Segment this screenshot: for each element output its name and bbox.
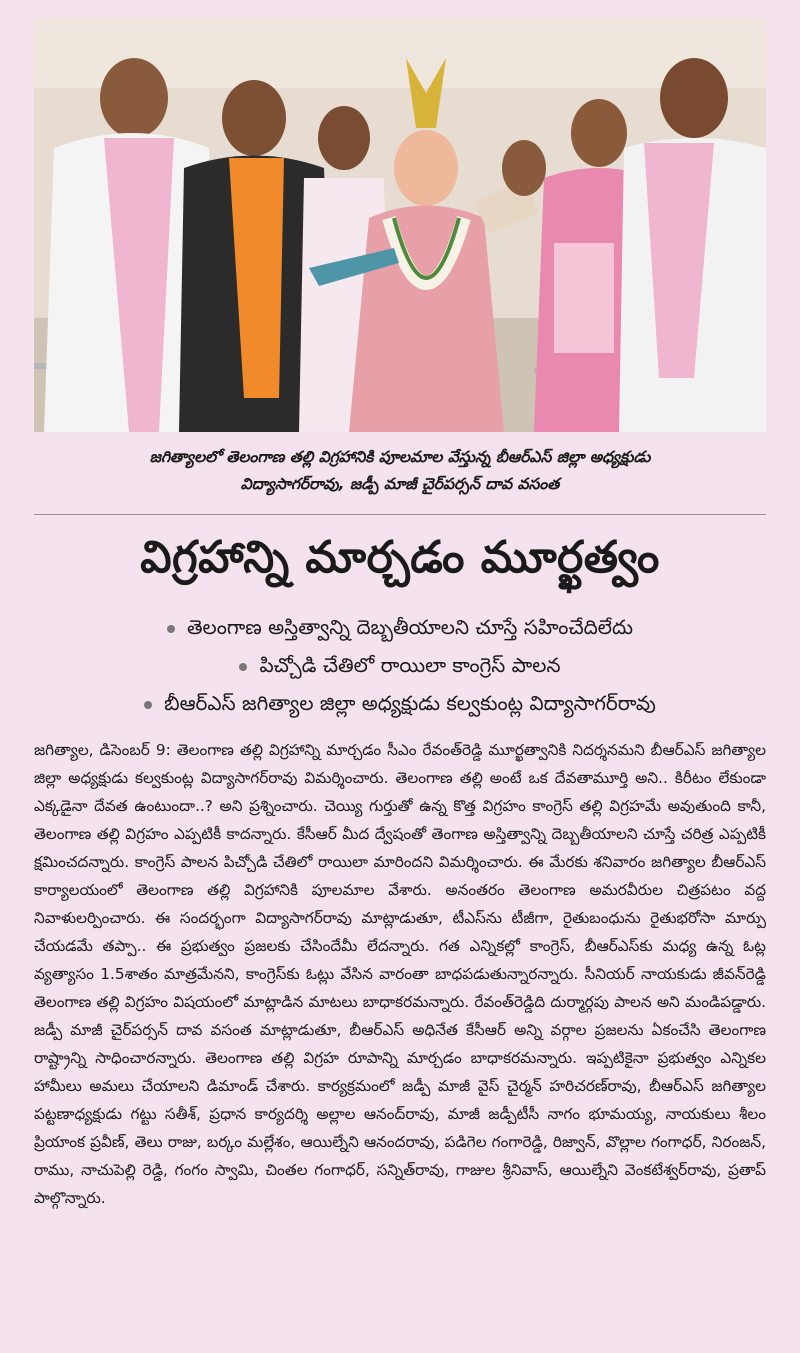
headline: విగ్రహాన్ని మార్చడం మూర్ఖత్వం xyxy=(140,532,660,583)
caption-line-2: విద్యాసాగర్‌రావు, జడ్పీ మాజీ చైర్‌పర్సన్ దావ వసంత xyxy=(240,475,560,493)
photo-caption xyxy=(40,444,760,498)
article-body: జగిత్యాల, డిసెంబర్ 9: తెలంగాణ తల్లి విగ్రహాన్ని మార్చడం సీఎం రేవంత్‌రెడ్డి మూర్ఖత్వానికి నిదర్శనమని బీఆర్ఎస్ జగిత్యాల జిల్లా అధ్యక్షుడు కల్వకుంట్ల విద్యాసాగర్‌రావు విమర్శించారు. తెలంగాణ తల్లి అంటే ఒక దేవతామూర్తి అని.. కిరీటం లేకుండా ఎక్కడైనా దేవత ఉంటుందా..? అని ప్రశ్నించారు. చెయ్యి గుర్తుతో ఉన్న కొత్త విగ్రహం కాంగ్రెస్ తల్లి విగ్రహమే అవుతుంది కానీ, తెలంగాణ తల్లి విగ్రహం ఎప్పటికీ కాదన్నారు. కేసీఆర్ మీద ద్వేషంతో తెంగాణ అస్తిత్వాన్ని దెబ్బతీయాలని చూస్తే చరిత్ర ఎప్పటికీ క్షమించదన్నారు. కాంగ్రెస్ పాలన పిచ్చోడి చేతిలో రాయిలా మారిందని విమర్శించారు. ఈ మేరకు శనివారం జగిత్యాల బీఆర్ఎస్ కార్యాలయంలో తెలంగాణ తల్లి విగ్రహానికి పూలమాల వేశారు. అనంతరం తెలంగాణ అమరవీరుల చిత్రపటం వద్ద నివాళులర్పించారు. ఈ సందర్భంగా విద్యాసాగర్‌రావు మాట్లాడుతూ, టీఎస్‌ను టీజీగా, రైతుబంధును రైతుభరోసా మార్పు చేయడమే తప్పా.. ఈ ప్రభుత్వం ప్రజలకు చేసిందేమీ లేదన్నారు. గత ఎన్నికల్లో కాంగ్రెస్, బీఆర్ఎస్‌కు మధ్య ఉన్న ఓట్ల వ్యత్యాసం 1.5శాతం మాత్రమేనని, కాంగ్రెస్‌కు ఓట్లు వేసిన వారంతా బాధపడుతున్నారన్నారు. సీనియర్ నాయకుడు జీవన్‌రెడ్డి తెలంగాణ తల్లి విగ్రహం విషయంలో మాట్లాడిన మాటలు బాధాకరమన్నారు. రేవంత్‌రెడ్డిది దుర్మార్గపు పాలన అని మండిపడ్డారు. జడ్పీ మాజీ చైర్‌పర్సన్ దావ వసంత మాట్లాడుతూ, బీఆర్ఎస్ అధినేత కేసీఆర్ అన్ని వర్గాల ప్రజలను ఏకంచేసి తెలంగాణ రాష్ట్రాన్ని సాధించారన్నారు. తెలంగాణ తల్లి విగ్రహ రూపాన్ని మార్చడం బాధాకరమన్నారు. ఇప్పటికైనా ప్రభుత్వం ఎన్నికల హామీలు అమలు చేయాలని డిమాండ్ చేశారు. కార్యక్రమంలో జడ్పీ మాజీ వైస్ చైర్మన్ హరిచరణ్‌రావు, బీఆర్ఎస్ జగిత్యాల పట్టణాధ్యక్షుడు గట్టు సతీశ్, ప్రధాన కార్యదర్శి అల్లాల ఆనంద్‌రావు, మాజీ జడ్పీటీసీ నాగం భూమయ్య, నాయకులు శీలం ప్రియాంక ప్రవీణ్, తెలు రాజు, బర్కం మల్లేశం, ఆయిల్నేని ఆనందరావు, పడిగెల గంగారెడ్డి, రిజ్వాన్, వొల్లాల గంగాధర్, నిరంజన్, రాము, నాచుపెల్లి రెడ్డి, గంగం స్వామి, చింతల గంగాధర్, సన్నిత్‌రావు, గాజుల శ్రీనివాస్, ఆయిల్నేని వెంకటేశ్వర్‌రావు, ప్రతాప్ పాల్గొన్నారు. xyxy=(34,741,767,1207)
subheading-text: తెలంగాణ అస్తిత్వాన్ని దెబ్బతీయాలని చూస్తే సహించేదిలేదు xyxy=(187,615,633,639)
subheading-item xyxy=(34,684,766,722)
bullet-icon xyxy=(144,701,152,709)
caption-line-1: జగిత్యాలలో తెలంగాణ తల్లి విగ్రహానికి పూలమాల వేస్తున్న బీఆర్ఎస్ జిల్లా అధ్యక్షుడు xyxy=(149,448,651,466)
subheading-list xyxy=(34,608,766,722)
subheading-item xyxy=(34,646,766,684)
divider xyxy=(34,514,766,515)
news-photo xyxy=(34,18,766,432)
subheading-text: పిచ్చోడి చేతిలో రాయిలా కాంగ్రెస్ పాలన xyxy=(259,653,561,677)
subheading-item xyxy=(34,608,766,646)
bullet-icon xyxy=(239,663,247,671)
bullet-icon xyxy=(167,625,175,633)
subheading-text: బీఆర్ఎస్ జగిత్యాల జిల్లా అధ్యక్షుడు కల్వకుంట్ల విద్యాసాగర్‌రావు xyxy=(164,691,656,715)
